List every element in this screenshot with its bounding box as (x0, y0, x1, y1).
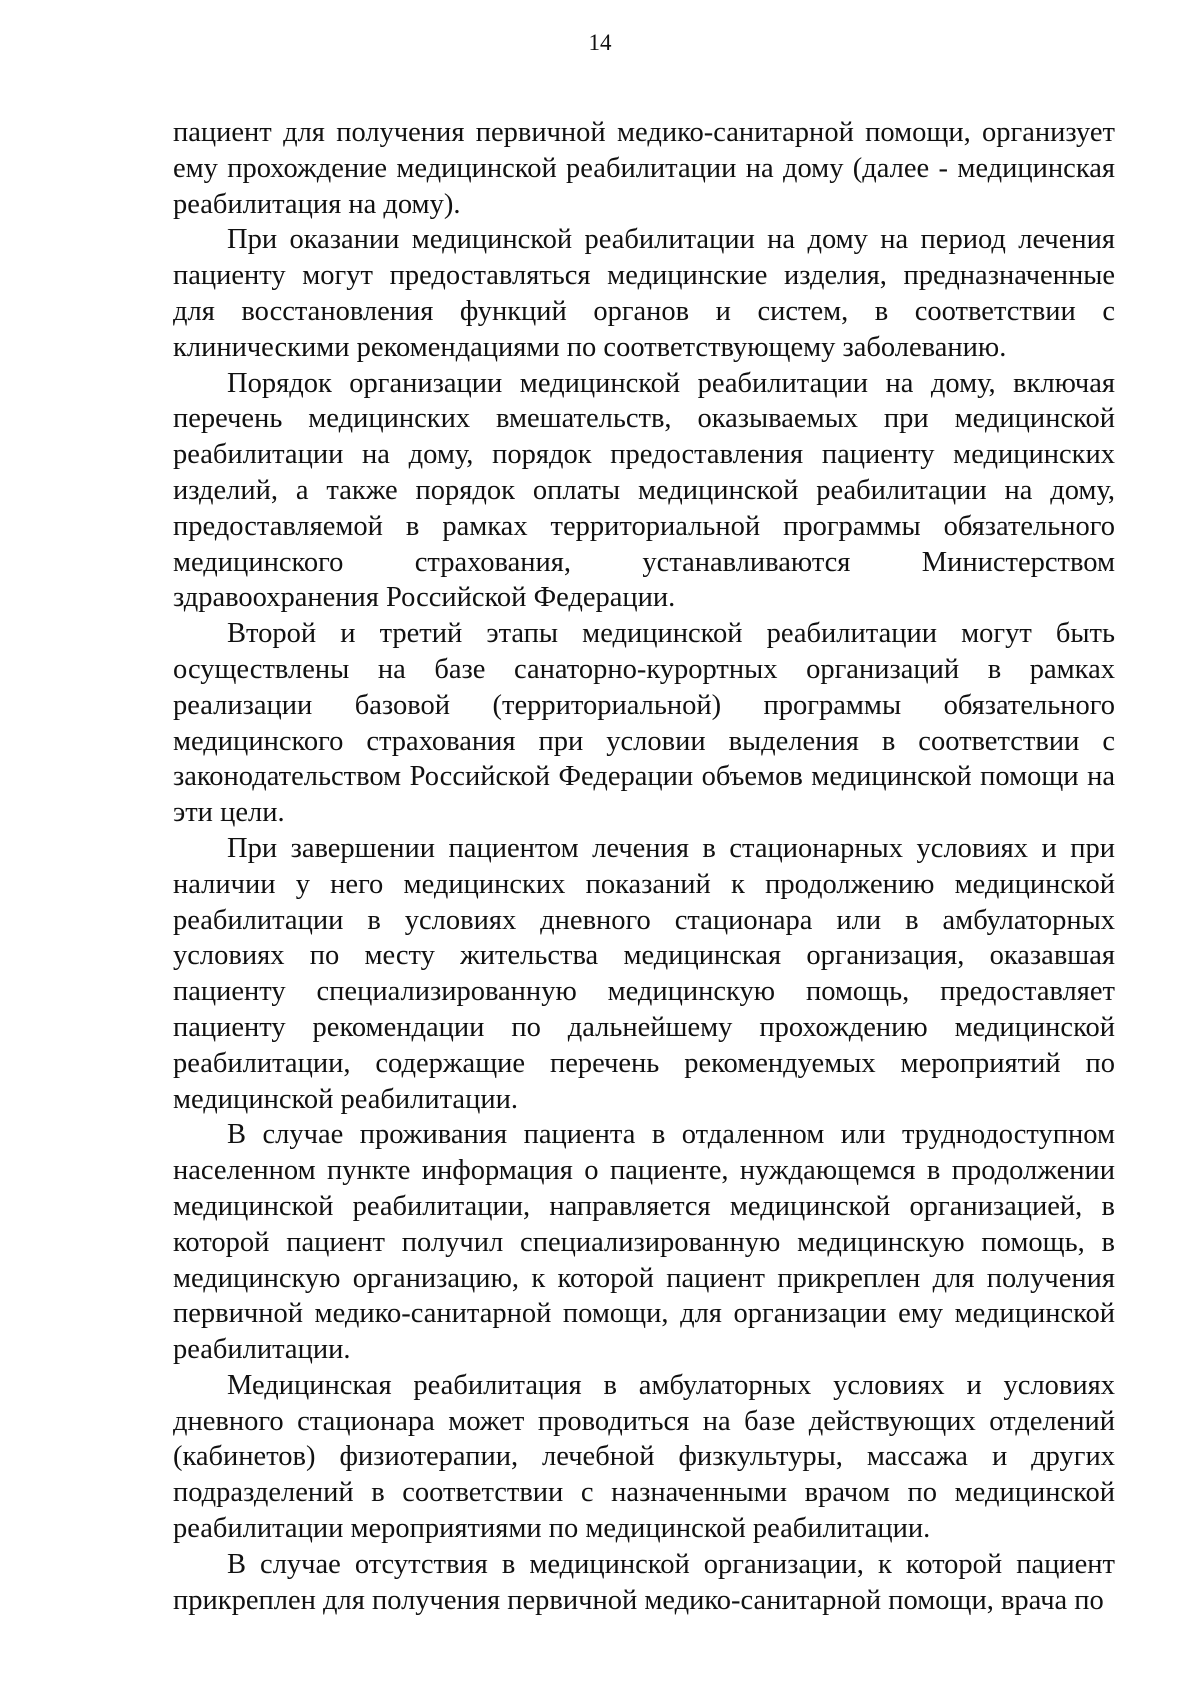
page-number: 14 (588, 30, 612, 55)
paragraph: В случае проживания пациента в отдаленном или труднодоступном населенном пункте информация о пациенте, нуждающемся в продолжении медицинской реабилитации, направляется медицинской организацией, в которой пациент получил специализированную медицинскую помощь, в медицинскую организацию, к которой пациент прикреплен для получения первичной медико-санитарной помощи, для организации ему медицинской реабилитации. (173, 1119, 1115, 1366)
paragraph-continuation: пациент для получения первичной медико-санитарной помощи, организует ему прохождение медицинской реабилитации на дому (далее - медицинская реабилитация на дому). (173, 117, 1115, 220)
paragraph: При оказании медицинской реабилитации на дому на период лечения пациенту могут предоставляться медицинские изделия, предназначенные для восстановления функций органов и систем, в соответствии с клиническими рекомендациями по соответствующему заболеванию. (173, 224, 1115, 363)
paragraph: Порядок организации медицинской реабилитации на дому, включая перечень медицинских вмешательств, оказываемых при медицинской реабилитации на дому, порядок предоставления пациенту медицинских изделий, а также порядок оплаты медицинской реабилитации на дому, предоставляемой в рамках территориальной программы обязательного медицинского страхования, устанавливаются Министерством здравоохранения Российской Федерации. (173, 367, 1115, 614)
paragraph: При завершении пациентом лечения в стационарных условиях и при наличии у него медицинских показаний к продолжению медицинской реабилитации в условиях дневного стационара или в амбулаторных условиях по месту жительства медицинская организация, оказавшая пациенту специализированную медицинскую помощь, предоставляет пациенту рекомендации по дальнейшему прохождению медицинской реабилитации, содержащие перечень рекомендуемых мероприятий по медицинской реабилитации. (173, 832, 1115, 1115)
paragraph: В случае отсутствия в медицинской организации, к которой пациент прикреплен для получения первичной медико-санитарной помощи, врача по (173, 1548, 1115, 1616)
document-body (173, 115, 1115, 1618)
paragraph: Второй и третий этапы медицинской реабилитации могут быть осуществлены на базе санаторно-курортных организаций в рамках реализации базовой (территориальной) программы обязательного медицинского страхования при условии выделения в соответствии с законодательством Российской Федерации объемов медицинской помощи на эти цели. (173, 618, 1115, 829)
paragraph: Медицинская реабилитация в амбулаторных условиях и условиях дневного стационара может проводиться на базе действующих отделений (кабинетов) физиотерапии, лечебной физкультуры, массажа и других подразделений в соответствии с назначенными врачом по медицинской реабилитации мероприятиями по медицинской реабилитации. (173, 1369, 1115, 1545)
